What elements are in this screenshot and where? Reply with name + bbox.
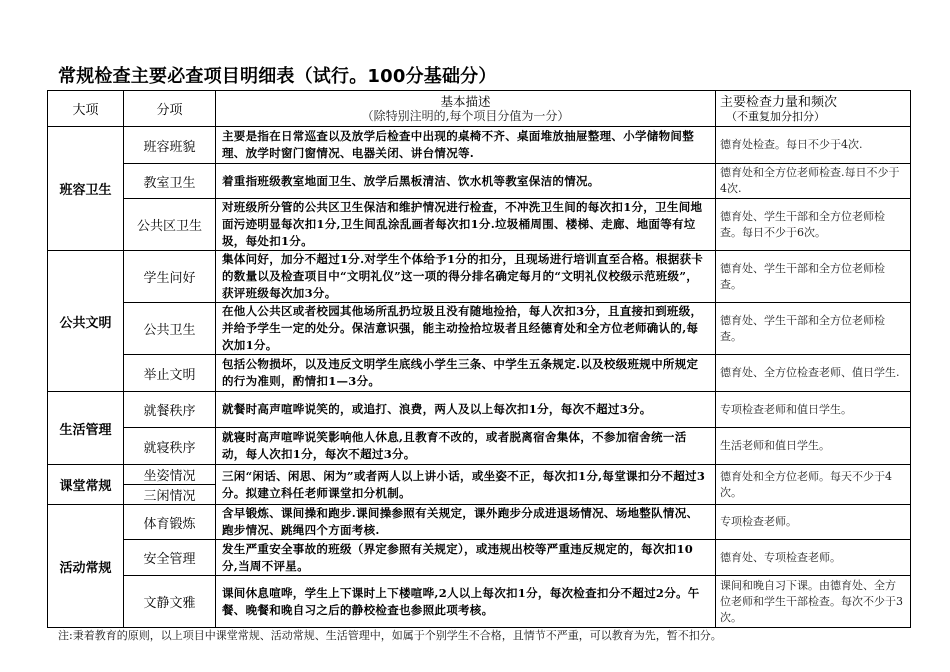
table-row [48, 303, 911, 355]
category-cell: 公共文明 [48, 251, 124, 392]
subitem-cell: 公共卫生 [124, 303, 216, 355]
description-cell: 三闲“闲话、闲思、闲为”或者两人以上讲小话，或坐姿不正，每次扣1分,每堂课扣分不超过3分。拟建立科任老师课堂扣分机制。 [216, 465, 716, 505]
table-row [48, 465, 911, 485]
category-cell: 课堂常规 [48, 465, 124, 505]
table-row [48, 392, 911, 428]
page-title: 常规检查主要必查项目明细表（试行。100分基础分） [58, 66, 497, 87]
subitem-cell: 就餐秩序 [124, 392, 216, 428]
description-cell: 含早锻炼、课间操和跑步.课间操参照有关规定，课外跑步分成进退场情况、场地整队情况、跑步情况、跳绳四个方面考核. [216, 505, 716, 540]
description-cell: 主要是指在日常巡查以及放学后检查中出现的桌椅不齐、桌面堆放抽屉整理、小学储物间整理、放学时窗门窗情况、电器关闭、讲台情况等. [216, 127, 716, 164]
frequency-cell: 德育处、学生干部和全方位老师检查。每日不少于6次。 [716, 199, 911, 251]
frequency-cell: 生活老师和值日学生。 [716, 428, 911, 465]
frequency-cell: 德育处和全方位老师。每天不少于4次。 [716, 465, 911, 505]
category-cell: 活动常规 [48, 505, 124, 628]
table-row [48, 576, 911, 628]
header-frequency-note: （不重复加分扣分） [726, 109, 825, 123]
subitem-cell: 就寝秩序 [124, 428, 216, 465]
subitem-cell: 教室卫生 [124, 164, 216, 199]
table-row [48, 540, 911, 576]
frequency-cell: 德育处、学生干部和全方位老师检查。 [716, 303, 911, 355]
description-cell: 包括公物损坏，以及违反文明学生底线小学生三条、中学生五条规定.以及校级班规中所规定的行为准则，酌情扣1—3分。 [216, 355, 716, 392]
subitem-cell: 坐姿情况 [124, 465, 216, 485]
subitem-cell: 学生问好 [124, 251, 216, 303]
description-cell: 就餐时高声喧哗说笑的，或追打、浪费，两人及以上每次扣1分，每次不超过3分。 [216, 392, 716, 428]
description-cell: 就寝时高声喧哗说笑影响他人休息,且教育不改的，或者脱离宿舍集体，不参加宿舍统一活动，每人次扣1分，每次不超过3分。 [216, 428, 716, 465]
header-description-note: （除特别注明的,每个项目分值为一分） [361, 108, 570, 123]
table-row [48, 355, 911, 392]
description-cell: 集体问好，加分不超过1分.对学生个体给予1分的扣分，且现场进行培训直至合格。根据获卡的数量以及检查项目中“文明礼仪”这一项的得分排名确定每月的“文明礼仪校级示范班级”，获评班级每次加3分。 [216, 251, 716, 303]
header-frequency-main: 主要检查力量和频次 [720, 94, 838, 110]
frequency-cell: 德育处和全方位老师检查.每日不少于4次. [716, 164, 911, 199]
subitem-cell: 公共区卫生 [124, 199, 216, 251]
description-cell: 课间休息喧哗，学生上下课时上下楼喧哗,2人以上每次扣1分，每次检查扣分不超过2分。午餐、晚餐和晚自习之后的静校检查也参照此项考核。 [216, 576, 716, 628]
category-cell: 生活管理 [48, 392, 124, 465]
subitem-cell: 文静文雅 [124, 576, 216, 628]
table-row [48, 127, 911, 164]
table-row [48, 251, 911, 303]
subitem-cell: 体育锻炼 [124, 505, 216, 540]
subitem-cell: 班容班貌 [124, 127, 216, 164]
inspection-table [47, 90, 911, 628]
frequency-cell: 德育处、学生干部和全方位老师检查。 [716, 251, 911, 303]
subitem-cell: 三闲情况 [124, 485, 216, 505]
header-description-main: 基本描述 [440, 93, 491, 109]
description-cell: 发生严重安全事故的班级（界定参照有关规定），或违规出校等严重违反规定的，每次扣10分,当周不评星。 [216, 540, 716, 576]
category-cell: 班容卫生 [48, 127, 124, 251]
header-category: 大项 [48, 91, 124, 127]
header-subitem: 分项 [124, 91, 216, 127]
frequency-cell: 专项检查老师和值日学生。 [716, 392, 911, 428]
table-row [48, 199, 911, 251]
description-cell: 着重指班级教室地面卫生、放学后黑板清洁、饮水机等教室保洁的情况。 [216, 164, 716, 199]
header-frequency [716, 91, 911, 127]
subitem-cell: 举止文明 [124, 355, 216, 392]
table-row [48, 428, 911, 465]
description-cell: 在他人公共区或者校园其他场所乱扔垃圾且没有随地捡拾，每人次扣3分，且直接扣到班级，并给予学生一定的处分。保洁意识强，能主动捡拾垃圾者且经德育处和全方位老师确认的,每次加1分。 [216, 303, 716, 355]
subitem-cell: 安全管理 [124, 540, 216, 576]
footnote: 注:秉着教育的原则，以上项目中课堂常规、活动常规、生活管理中，如属于个别学生不合格，且情节不严重，可以教育为先，暂不扣分。 [58, 629, 722, 642]
table-header-row [48, 91, 911, 127]
frequency-cell: 德育处检查。每日不少于4次. [716, 127, 911, 164]
header-description [216, 91, 716, 127]
table-row [48, 164, 911, 199]
frequency-cell: 德育处、专项检查老师。 [716, 540, 911, 576]
frequency-cell: 专项检查老师。 [716, 505, 911, 540]
frequency-cell: 课间和晚自习下课。由德育处、全方位老师和学生干部检查。每次不少于3次。 [716, 576, 911, 628]
table-row [48, 505, 911, 540]
frequency-cell: 德育处、全方位检查老师、值日学生. [716, 355, 911, 392]
description-cell: 对班级所分管的公共区卫生保洁和维护情况进行检查，不冲洗卫生间的每次扣1分，卫生间地面污迹明显每次扣1分,卫生间乱涂乱画者每次扣1分.垃圾桶周围、楼梯、走廊、地面等有垃圾，每处扣1分。 [216, 199, 716, 251]
